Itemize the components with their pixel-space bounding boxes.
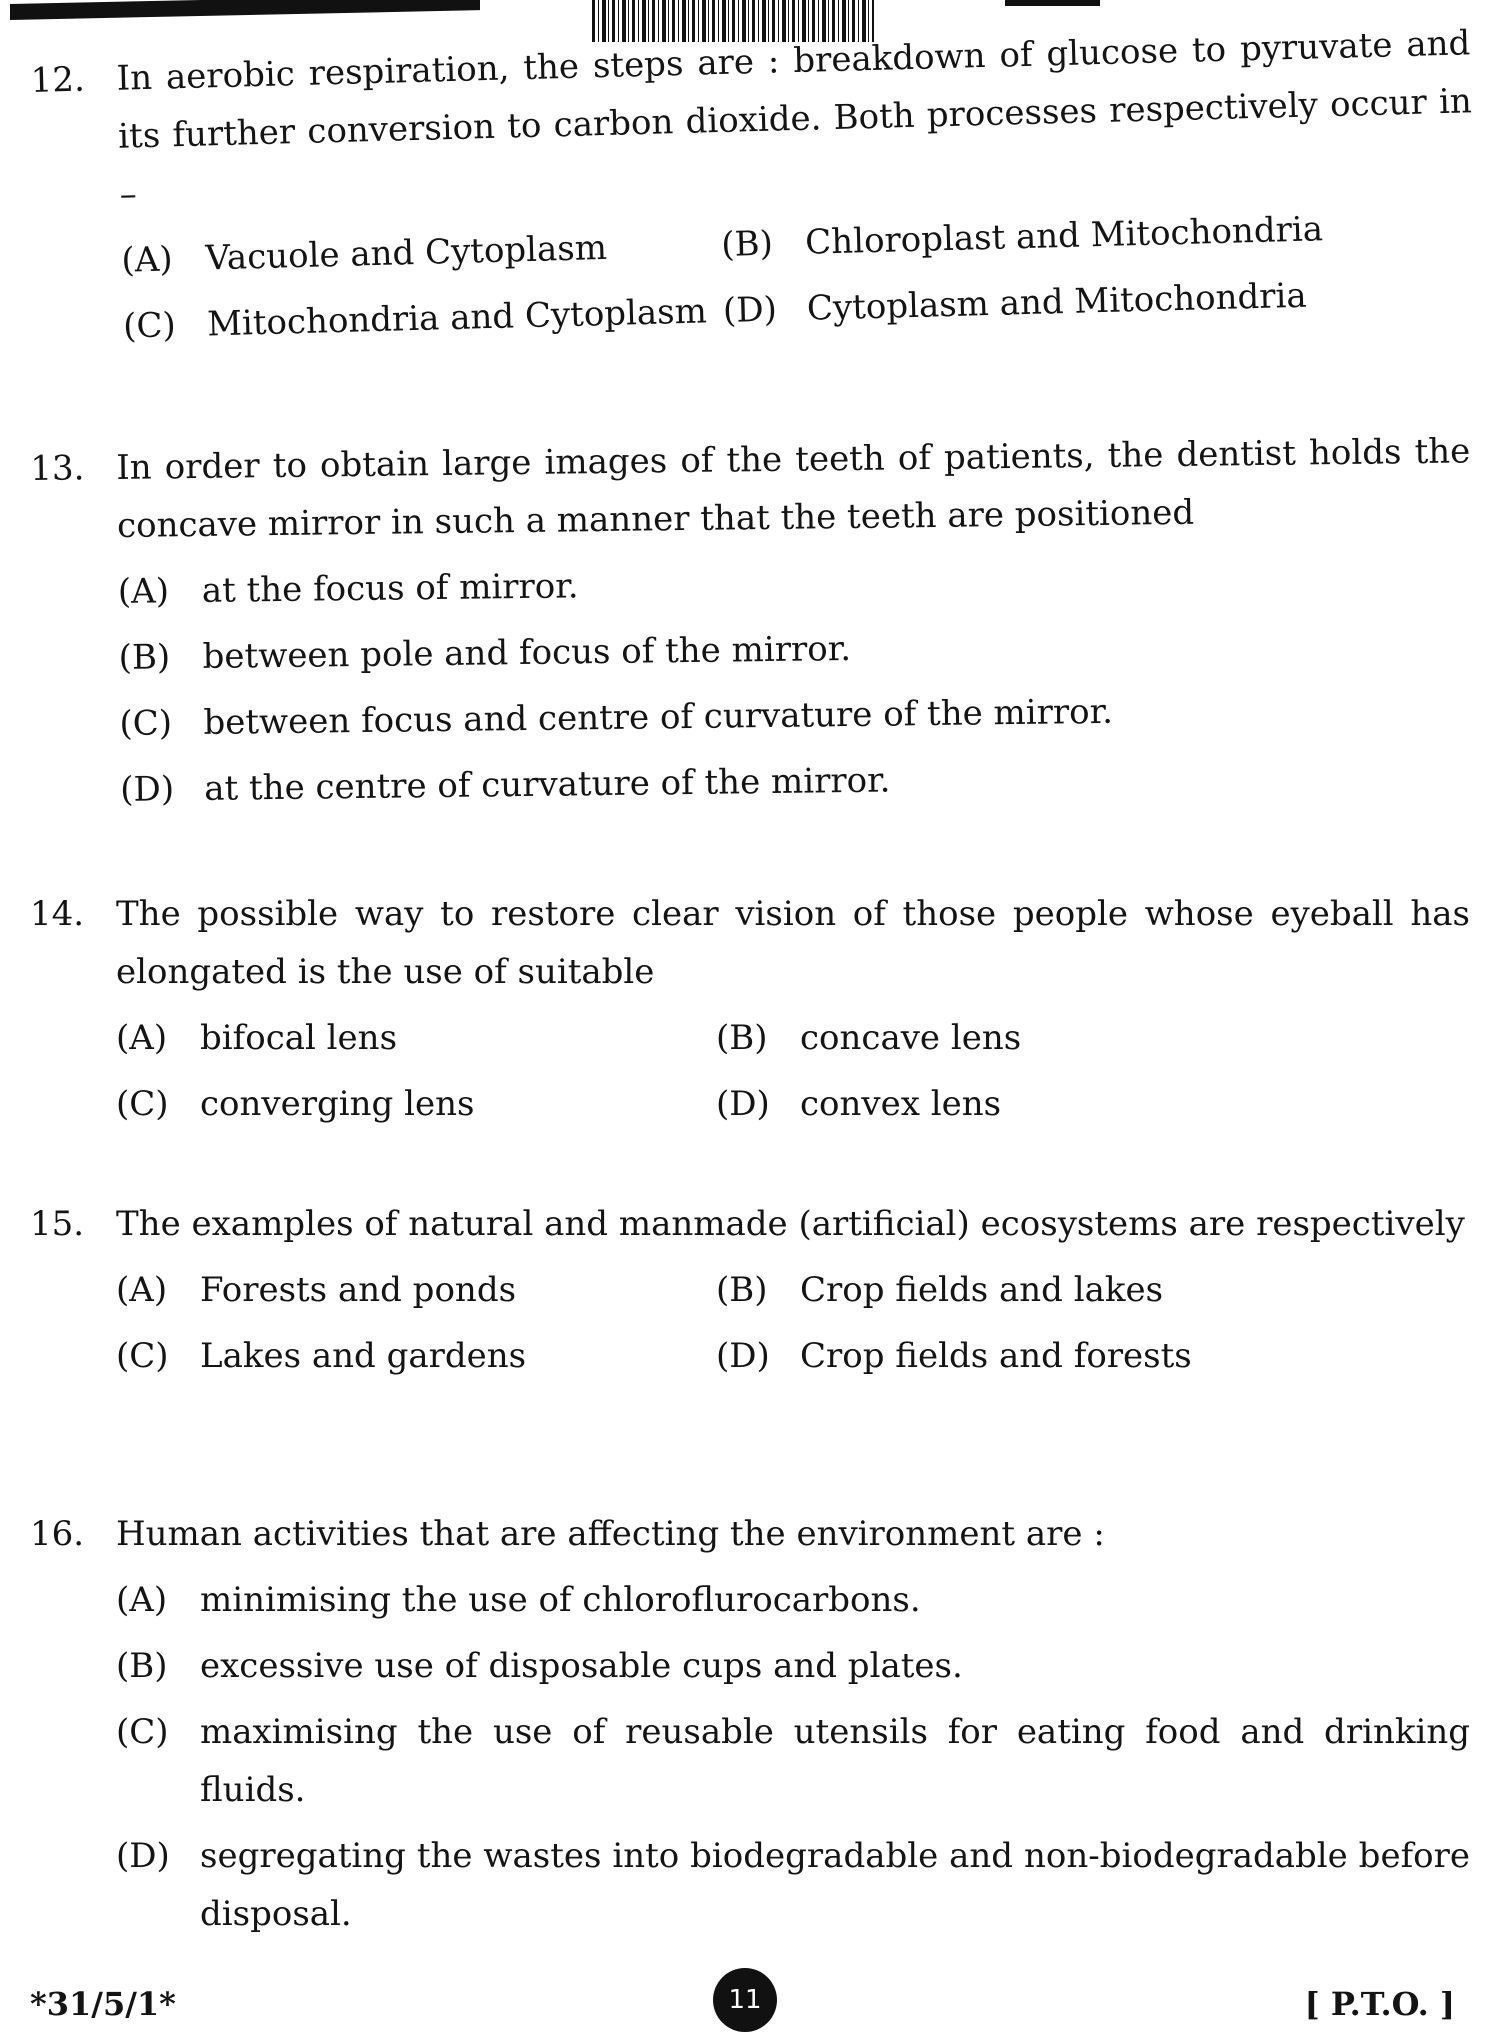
option-a[interactable] — [116, 1009, 716, 1067]
question-text: Human activities that are affecting the environment are : — [116, 1514, 1105, 1554]
options — [118, 546, 1475, 819]
option-text: Crop fields and lakes — [800, 1270, 1164, 1310]
option-text: Crop fields and forests — [800, 1336, 1192, 1376]
option-c[interactable] — [119, 678, 1474, 753]
top-rule-left — [10, 0, 480, 20]
option-c[interactable] — [116, 1075, 716, 1133]
question-16 — [30, 1505, 1470, 1951]
options — [116, 1009, 1470, 1133]
option-text: bifocal lens — [200, 1018, 398, 1058]
option-a[interactable] — [116, 1571, 1470, 1629]
option-label: (D) — [716, 1084, 770, 1124]
option-label: (A) — [117, 571, 170, 612]
option-label: (D) — [116, 1836, 170, 1876]
question-14 — [30, 885, 1470, 1133]
option-text: at the centre of curvature of the mirror. — [204, 760, 891, 809]
option-text: at the focus of mirror. — [201, 566, 579, 611]
question-text: The examples of natural and manmade (artificial) ecosystems are respectively — [116, 1204, 1465, 1244]
option-text: convex lens — [800, 1084, 1002, 1124]
paper-code: *31/5/1* — [30, 1985, 176, 2023]
options — [116, 1571, 1470, 1943]
option-d[interactable] — [716, 1327, 1470, 1385]
question-number: 15. — [30, 1204, 85, 1244]
option-label: (C) — [116, 1084, 169, 1124]
options — [121, 196, 1478, 355]
option-label: (A) — [116, 1580, 168, 1620]
option-label: (D) — [722, 289, 778, 331]
question-text: The possible way to restore clear vision of those people whose eyeball has elongated is the use of suitable — [116, 894, 1470, 992]
option-b[interactable] — [716, 1009, 1470, 1067]
option-text: between focus and centre of curvature of the mirror. — [203, 691, 1114, 743]
question-13 — [30, 422, 1475, 828]
page-number-badge: 11 — [713, 1968, 777, 2032]
option-text: Cytoplasm and Mitochondria — [806, 275, 1308, 329]
option-text: Mitochondria and Cytoplasm — [206, 291, 708, 345]
top-rule-right — [1005, 0, 1100, 6]
option-b[interactable] — [716, 1261, 1470, 1319]
option-text: minimising the use of chloroflurocarbons. — [200, 1580, 921, 1620]
option-label: (C) — [116, 1712, 169, 1752]
option-label: (D) — [120, 769, 175, 810]
option-text: Lakes and gardens — [200, 1336, 527, 1376]
option-label: (A) — [116, 1018, 168, 1058]
option-text: converging lens — [200, 1084, 475, 1124]
option-a[interactable] — [116, 1261, 716, 1319]
question-text: In order to obtain large images of the teeth of patients, the dentist holds the concave mirror in such a manner that the teeth are positioned — [116, 431, 1471, 546]
option-text: between pole and focus of the mirror. — [202, 628, 852, 677]
option-label: (B) — [716, 1018, 768, 1058]
option-b[interactable] — [118, 612, 1473, 687]
option-text: maximising the use of reusable utensils for eating food and drinking fluids. — [200, 1712, 1470, 1810]
option-label: (A) — [120, 239, 174, 281]
question-15 — [30, 1195, 1470, 1385]
option-c[interactable] — [122, 282, 723, 356]
question-text: In aerobic respiration, the steps are : breakdown of glucose to pyruvate and its further conversion to carbon dioxide. Both processes respectively occur in – — [116, 23, 1473, 215]
option-d[interactable] — [716, 1075, 1470, 1133]
option-label: (B) — [116, 1646, 168, 1686]
option-label: (B) — [118, 637, 171, 678]
option-text: Vacuole and Cytoplasm — [204, 227, 608, 279]
option-c[interactable] — [116, 1327, 716, 1385]
please-turn-over: [ P.T.O. ] — [1304, 1985, 1455, 2023]
option-text: segregating the wastes into biodegradable and non-biodegradable before disposal. — [200, 1836, 1470, 1934]
option-b[interactable] — [721, 196, 1476, 274]
option-b[interactable] — [116, 1637, 1470, 1695]
option-text: concave lens — [800, 1018, 1022, 1058]
option-label: (C) — [116, 1336, 169, 1376]
option-a[interactable] — [118, 546, 1473, 621]
option-label: (B) — [720, 223, 774, 265]
question-number: 14. — [30, 894, 85, 934]
option-c[interactable] — [116, 1703, 1470, 1819]
option-label: (B) — [716, 1270, 768, 1310]
question-12 — [30, 14, 1478, 358]
option-d[interactable] — [116, 1827, 1470, 1943]
question-number: 16. — [30, 1514, 85, 1554]
option-text: excessive use of disposable cups and plates. — [200, 1646, 963, 1686]
option-label: (C) — [119, 703, 173, 744]
option-text: Forests and ponds — [200, 1270, 517, 1310]
option-label: (C) — [122, 305, 177, 347]
option-label: (D) — [716, 1336, 770, 1376]
option-d[interactable] — [120, 744, 1475, 819]
options — [116, 1261, 1470, 1385]
option-text: Chloroplast and Mitochondria — [804, 209, 1324, 263]
option-a[interactable] — [121, 216, 722, 290]
option-label: (A) — [116, 1270, 168, 1310]
question-number: 13. — [30, 448, 85, 489]
question-number: 12. — [30, 59, 86, 101]
option-d[interactable] — [722, 262, 1477, 340]
